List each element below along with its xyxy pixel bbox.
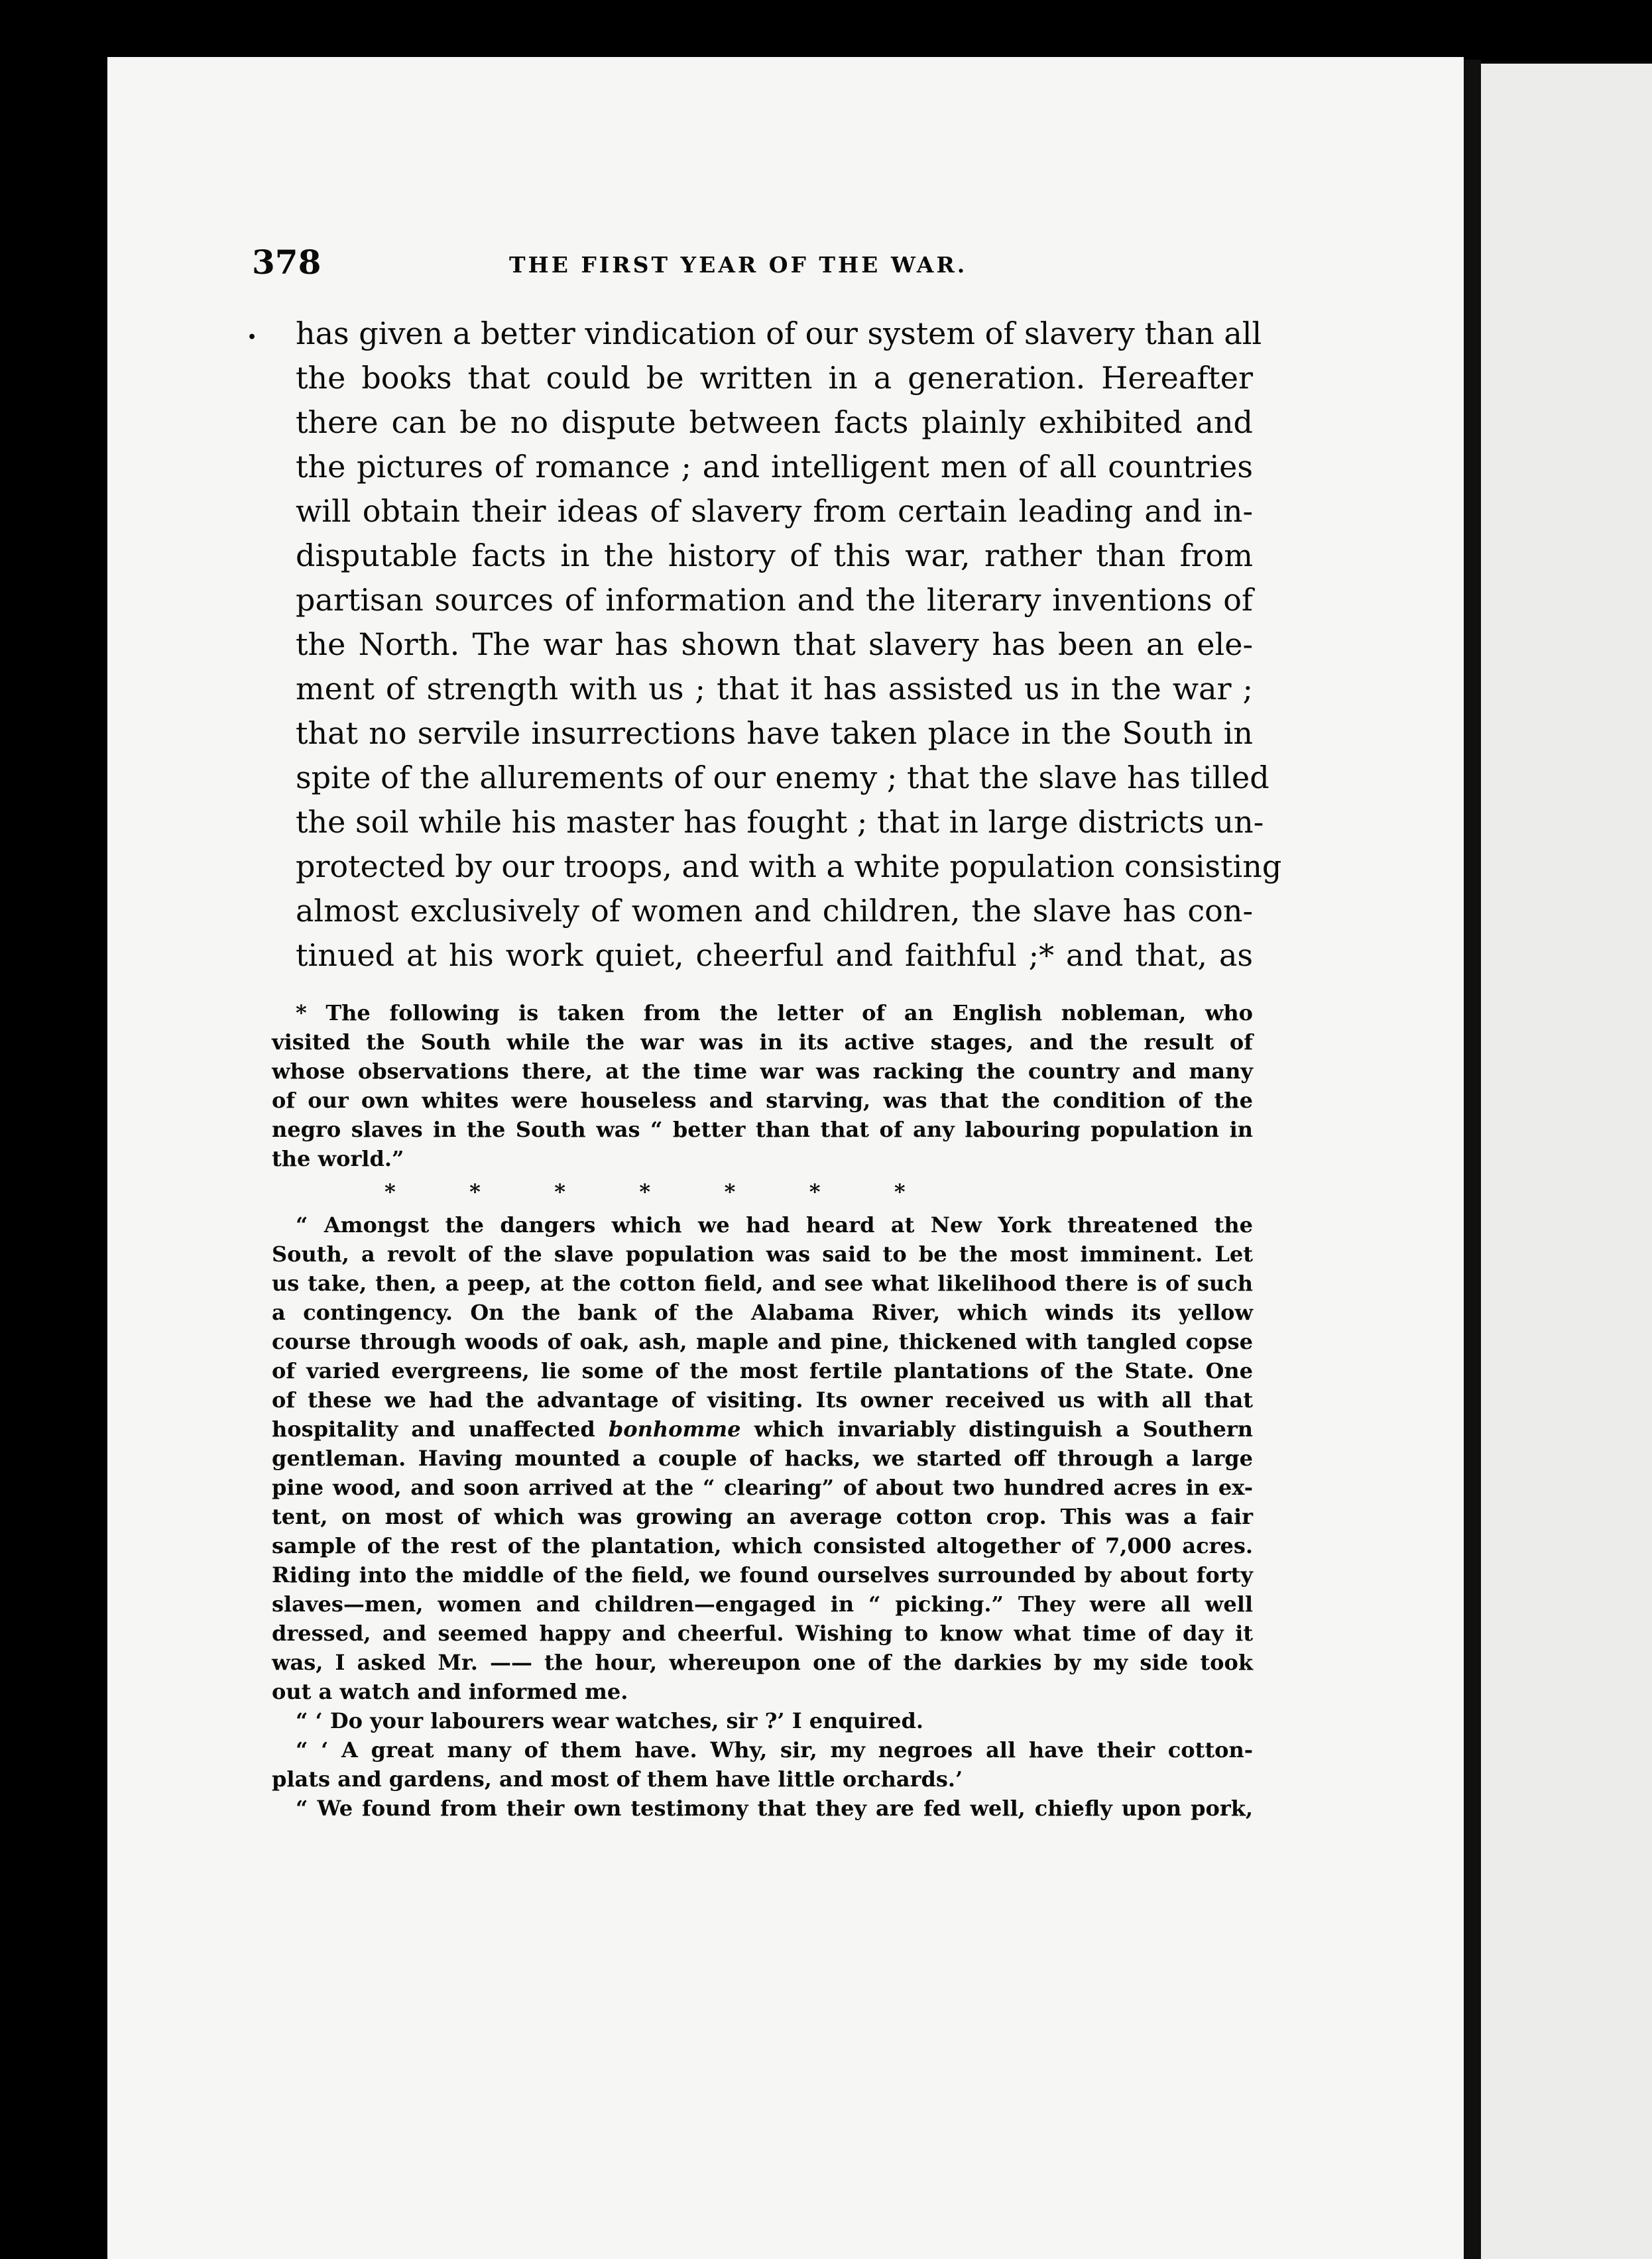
text-line: the pictures of romance ; and intelligent men of all countries	[296, 449, 1253, 485]
text-line: ment of strength with us ; that it has assisted us in the war ;	[296, 671, 1253, 707]
text-line: tinued at his work quiet, cheerful and faithful ;* and that, as	[296, 937, 1253, 973]
quote-line: South, a revolt of the slave population was said to be the most imminent. Let	[272, 1242, 1253, 1267]
quote-line: out a watch and informed me.	[272, 1679, 628, 1704]
page-number: 378	[252, 243, 322, 282]
text-line: there can be no dispute between facts plainly exhibited and	[296, 404, 1253, 440]
margin-mark: •	[247, 329, 257, 346]
footnote-line: of our own whites were houseless and starving, was that the condition of the	[272, 1088, 1253, 1113]
asterisk-break: * * * * * * *	[384, 1179, 906, 1204]
dialogue-line: “ We found from their own testimony that they are fed well, chiefly upon pork,	[296, 1796, 1253, 1821]
footnote-line: whose observations there, at the time war was racking the country and many	[272, 1059, 1253, 1084]
footnote-line: * The following is taken from the letter of an English nobleman, who	[296, 1000, 1253, 1025]
text-line: the books that could be written in a generation. Hereafter	[296, 360, 1253, 396]
text-line: will obtain their ideas of slavery from certain leading and in-	[296, 493, 1253, 529]
text-line: protected by our troops, and with a white population consisting	[296, 848, 1282, 884]
footnote	[272, 998, 1253, 1823]
italic-term: bonhomme	[608, 1417, 741, 1442]
quote-line: of these we had the advantage of visiting. Its owner received us with all that	[272, 1387, 1253, 1413]
quote-line: “ Amongst the dangers which we had heard at New York threatened the	[296, 1212, 1253, 1238]
text-line: that no servile insurrections have taken place in the South in	[296, 715, 1253, 751]
footnote-line: visited the South while the war was in its active stages, and the result of	[272, 1029, 1253, 1055]
dialogue-line: “ ‘ Do your labourers wear watches, sir ?’ I enquired.	[296, 1708, 923, 1733]
text-line: spite of the allurements of our enemy ; that the slave has tilled	[296, 760, 1269, 795]
scan-left-border	[0, 0, 107, 2259]
page-header	[252, 243, 1260, 289]
running-head: THE FIRST YEAR OF THE WAR.	[509, 252, 968, 278]
footnote-line: the world.”	[272, 1146, 404, 1171]
quote-line: course through woods of oak, ash, maple and pine, thickened with tangled copse	[272, 1329, 1253, 1354]
footnote-line: negro slaves in the South was “ better than that of any labouring population in	[272, 1117, 1253, 1142]
quote-line: us take, then, a peep, at the cotton field, and see what likelihood there is of such	[272, 1271, 1253, 1296]
quote-line: Riding into the middle of the field, we found ourselves surrounded by about forty	[272, 1562, 1253, 1588]
quote-line: pine wood, and soon arrived at the “ clearing” of about two hundred acres in ex-	[272, 1475, 1253, 1500]
text-line: disputable facts in the history of this war, rather than from	[296, 538, 1253, 573]
dialogue-line: plats and gardens, and most of them have little orchards.’	[272, 1767, 963, 1792]
facing-page-edge	[1481, 64, 1652, 2259]
quote-line: gentleman. Having mounted a couple of hacks, we started off through a large	[272, 1446, 1253, 1471]
quote-line: of varied evergreens, lie some of the most fertile plantations of the State. One	[272, 1358, 1253, 1383]
quote-line: hospitality and unaffected bonhomme which invariably distinguish a Southern	[272, 1417, 1254, 1442]
quote-line: was, I asked Mr. —— the hour, whereupon one of the darkies by my side took	[272, 1650, 1253, 1675]
text-line: almost exclusively of women and children, the slave has con-	[296, 893, 1253, 929]
text-line: the North. The war has shown that slavery has been an ele-	[296, 626, 1253, 662]
text-line: the soil while his master has fought ; that in large districts un-	[296, 804, 1264, 840]
text-line: partisan sources of information and the literary inventions of	[296, 582, 1253, 618]
text-line: has given a better vindication of our system of slavery than all	[296, 316, 1262, 351]
quote-line: dressed, and seemed happy and cheerful. Wishing to know what time of day it	[272, 1621, 1253, 1646]
quote-line: a contingency. On the bank of the Alabama River, which winds its yellow	[272, 1300, 1253, 1325]
dialogue-line: “ ‘ A great many of them have. Why, sir, my negroes all have their cotton-	[296, 1737, 1253, 1763]
page-gutter	[1464, 60, 1481, 2259]
quote-line: slaves—men, women and children—engaged in “ picking.” They were all well	[272, 1592, 1253, 1617]
quote-line: tent, on most of which was growing an average cotton crop. This was a fair	[272, 1504, 1253, 1529]
main-text	[296, 312, 1282, 978]
quote-line: sample of the rest of the plantation, which consisted altogether of 7,000 acres.	[272, 1533, 1253, 1558]
